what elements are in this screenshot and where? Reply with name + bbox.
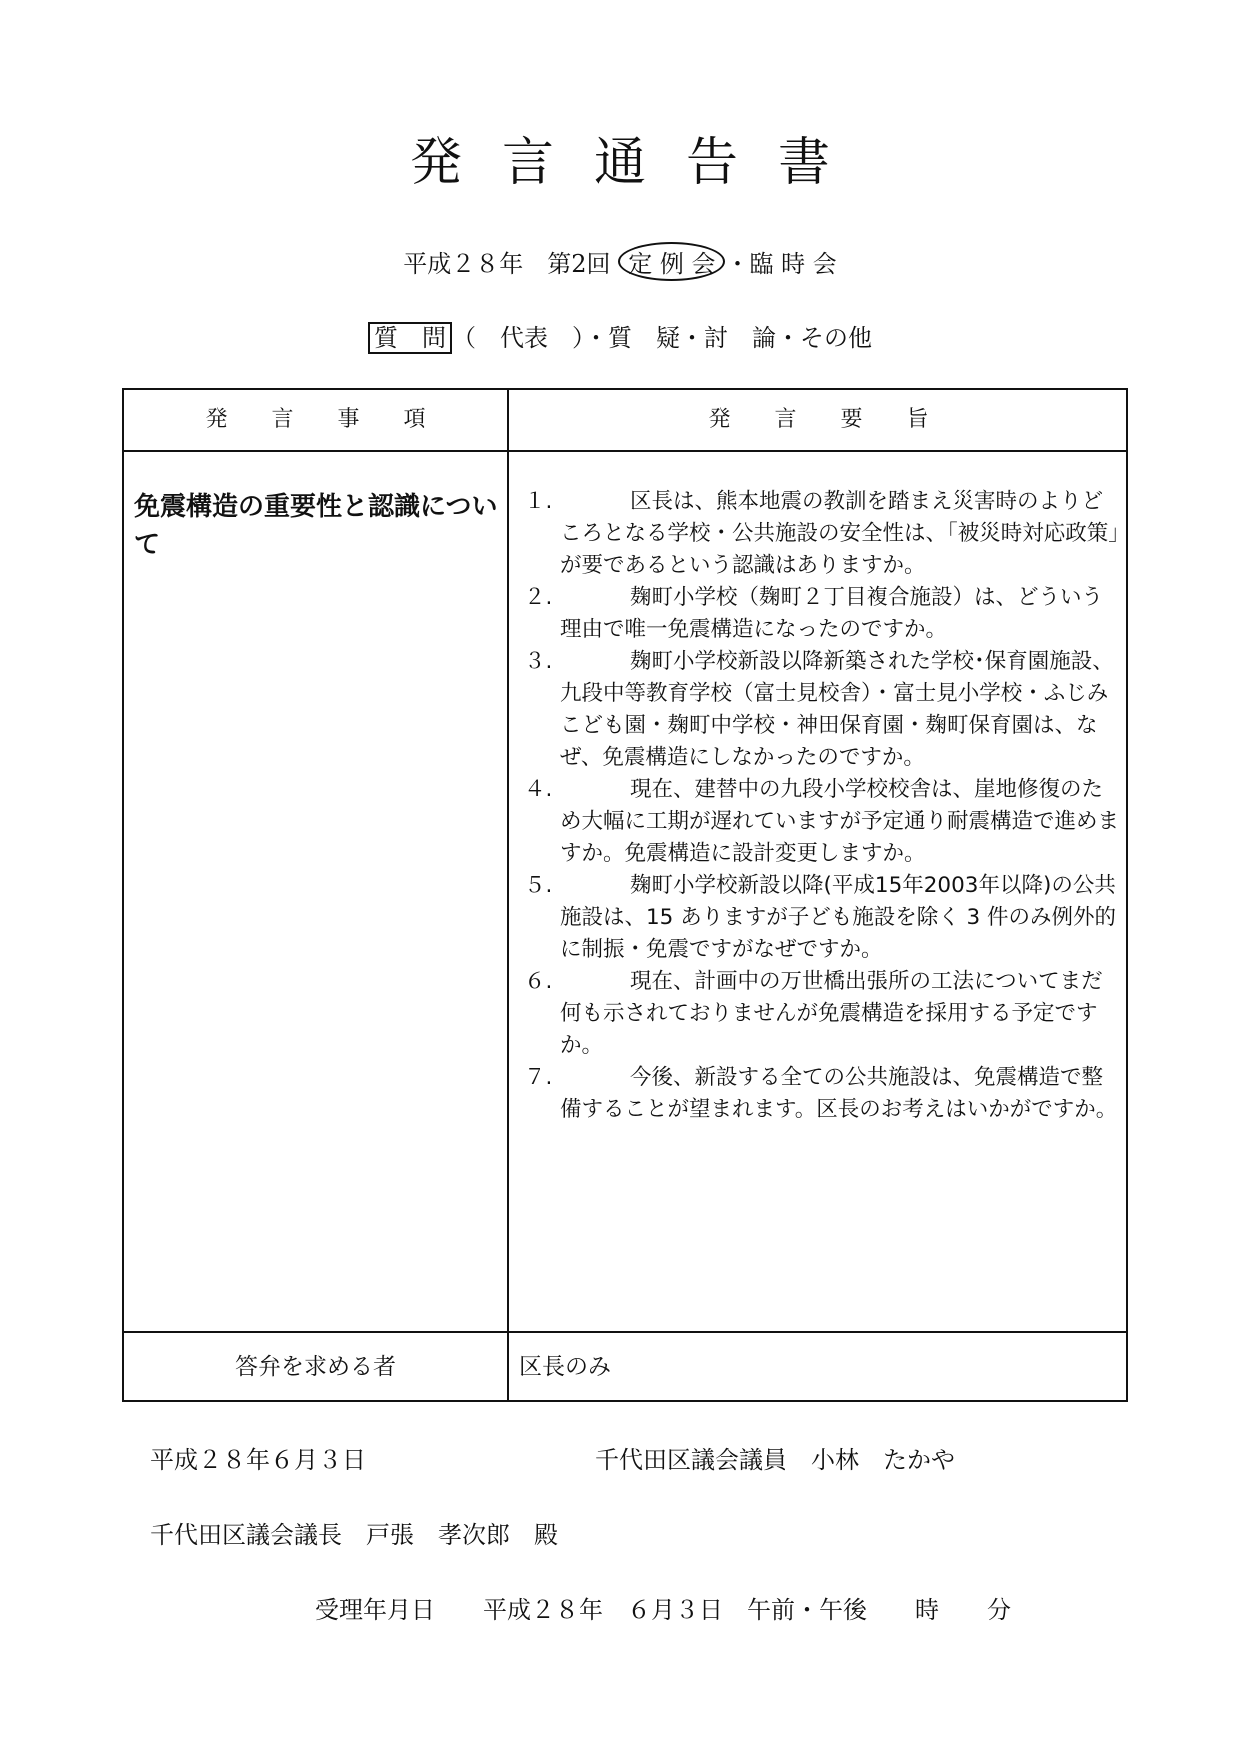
point-number: １. — [524, 489, 553, 514]
list-item — [524, 1062, 1120, 1126]
session-regular-circled: 定 例 会 — [618, 242, 725, 281]
session-line — [0, 242, 1240, 281]
document-title: 発言通告書 — [409, 133, 870, 193]
table-divider-header — [124, 450, 1126, 452]
list-item — [524, 870, 1120, 966]
point-number: ４. — [524, 777, 553, 802]
table-divider-vertical — [507, 390, 509, 1400]
point-number: ５. — [524, 873, 553, 898]
point-number: ３. — [524, 649, 553, 674]
point-text: 現在、計画中の万世橋出張所の工法についてまだ何も示されておりませんが免震構造を採用する予定ですか。 — [560, 969, 1103, 1058]
session-prefix: 平成２８年 第2回 — [403, 250, 611, 278]
received-date: 受理年月日 平成２８年 ６月３日 午前・午後 時 分 — [315, 1596, 1011, 1624]
point-number: ２. — [524, 585, 553, 610]
list-item — [524, 774, 1120, 870]
speech-type-rest: （ 代表 ）・質 疑・討 論・その他 — [452, 324, 872, 352]
list-item — [524, 646, 1120, 774]
answer-label: 答弁を求める者 — [235, 1354, 396, 1380]
point-text: 今後、新設する全ての公共施設は、免震構造で整備することが望まれます。区長のお考えはいかがですか。 — [560, 1065, 1118, 1122]
speech-points — [524, 486, 1120, 1126]
header-summary: 発 言 要 旨 — [708, 407, 929, 432]
point-text: 麹町小学校新設以降(平成15年2003年以降)の公共施設は、15 ありますが子ども施設を除く 3 件のみ例外的に制振・免震ですがなぜですか。 — [560, 873, 1117, 962]
council-chair: 千代田区議会議長 戸張 孝次郎 殿 — [150, 1521, 558, 1549]
point-text: 麹町小学校新設以降新築された学校･保育園施設、九段中等教育学校（富士見校舎）・富士見小学校・ふじみこども園・麹町中学校・神田保育園・麹町保育園は、なぜ、免震構造にしなかったのですか。 — [560, 649, 1114, 770]
list-item — [524, 486, 1120, 582]
header-item: 発 言 事 項 — [205, 407, 426, 432]
point-text: 現在、建替中の九段小学校校舎は、崖地修復のため大幅に工期が遅れていますが予定通り耐震構造で進めますか。免震構造に設計変更しますか。 — [560, 777, 1120, 866]
notice-table — [122, 388, 1128, 1402]
answer-value: 区長のみ — [519, 1354, 611, 1380]
council-member: 千代田区議会議員 小林 たかや — [595, 1446, 955, 1474]
point-text: 麹町小学校（麹町２丁目複合施設）は、どういう理由で唯一免震構造になったのですか。 — [560, 585, 1104, 642]
list-item — [524, 966, 1120, 1062]
speech-subject: 免震構造の重要性と認識について — [134, 492, 498, 560]
speech-type-selected: 質 問 — [368, 322, 452, 354]
point-number: ７. — [524, 1065, 553, 1090]
point-number: ６. — [524, 969, 553, 994]
submission-date: 平成２８年６月３日 — [150, 1446, 366, 1474]
session-rest: ・臨 時 会 — [725, 250, 837, 278]
speech-type-line — [0, 318, 1240, 353]
list-item — [524, 582, 1120, 646]
point-text: 区長は、熊本地震の教訓を踏まえ災害時のよりどころとなる学校・公共施設の安全性は、「被災時対応政策」が要であるという認識はありますか。 — [560, 489, 1120, 578]
